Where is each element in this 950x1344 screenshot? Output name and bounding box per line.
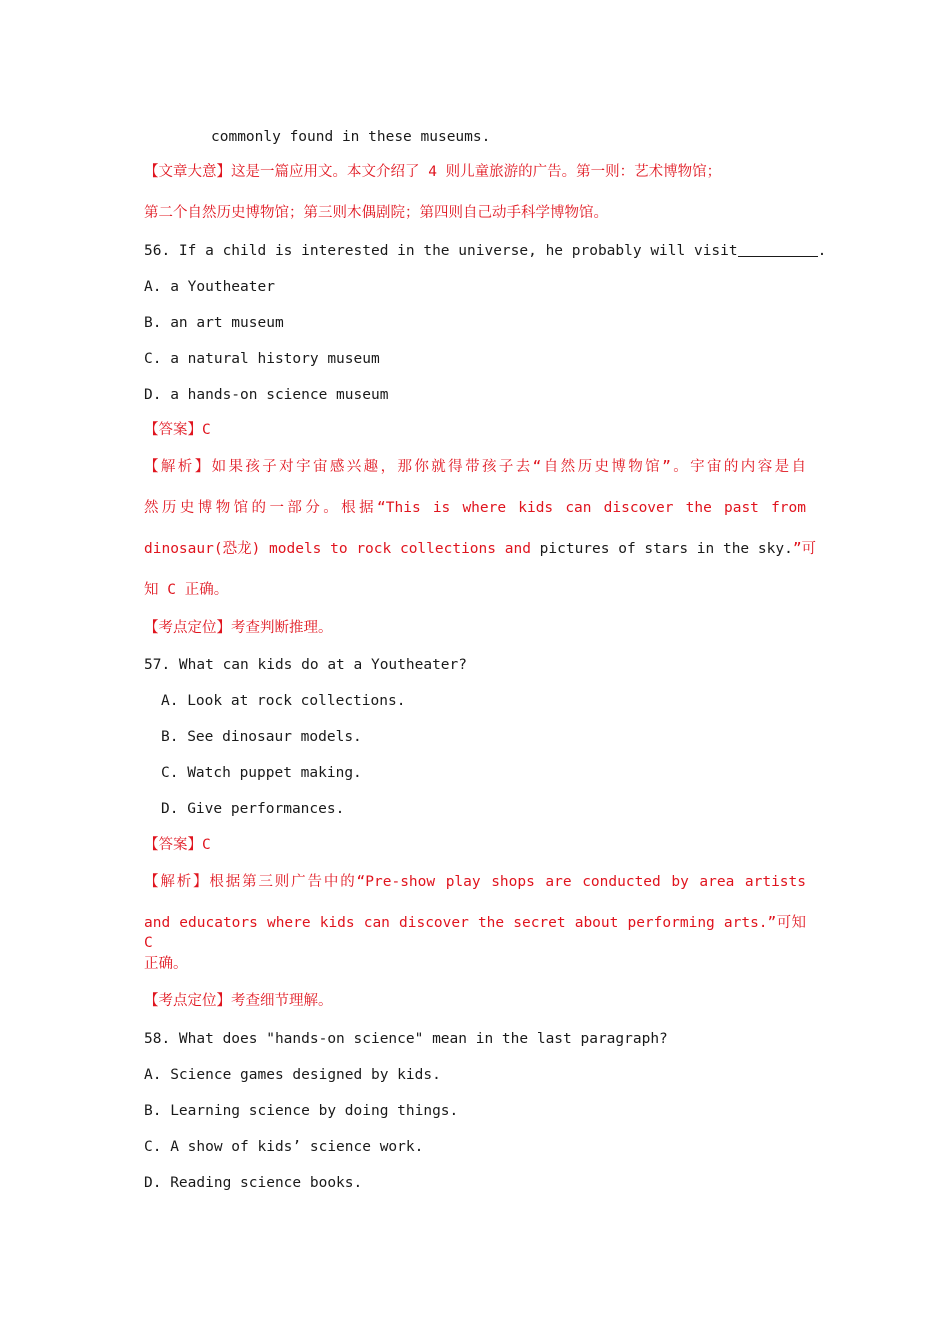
- question-57-option-d: D. Give performances.: [161, 801, 345, 817]
- question-58-stem: 58. What does "hands-on science" mean in the last paragraph?: [144, 1031, 668, 1047]
- question-56-option-a: A. a Youtheater: [144, 279, 275, 295]
- question-57-analysis-line-3: 正确。: [144, 956, 188, 972]
- question-56-end: .: [817, 243, 827, 259]
- question-58-option-b: B. Learning science by doing things.: [144, 1103, 459, 1119]
- question-58-option-c: C. A show of kids’ science work.: [144, 1139, 424, 1155]
- question-56-option-d: D. a hands-on science museum: [144, 387, 389, 403]
- passage-tail: commonly found in these museums.: [211, 129, 491, 145]
- question-56-analysis-line-4: 知 C 正确。: [144, 582, 229, 598]
- question-57-point: 【考点定位】考查细节理解。: [144, 993, 333, 1009]
- question-56-option-b: B. an art museum: [144, 315, 284, 331]
- question-57-analysis-line-1: 【解析】根据第三则广告中的“Pre-show play shops are conducted by area artists: [144, 874, 806, 890]
- question-56-analysis-line-1: 【解析】如果孩子对宇宙感兴趣，那你就得带孩子去“自然历史博物馆”。宇宙的内容是自: [144, 459, 806, 475]
- summary-line-2: 第二个自然历史博物馆；第三则木偶剧院；第四则自己动手科学博物馆。: [144, 205, 608, 221]
- question-56-analysis-line-2: 然历史博物馆的一部分。根据“This is where kids can discover the past from: [144, 500, 806, 516]
- question-56-analysis-line-3: [144, 539, 816, 559]
- question-57-option-c: C. Watch puppet making.: [161, 765, 362, 781]
- question-57-answer: 【答案】C: [144, 837, 211, 853]
- question-57-stem: 57. What can kids do at a Youtheater?: [144, 657, 468, 673]
- question-57-analysis-line-2: and educators where kids can discover the secret about performing arts.”可知 C: [144, 915, 806, 951]
- summary-line-1: 【文章大意】这是一篇应用文。本文介绍了 4 则儿童旅游的广告。第一则：艺术博物馆；: [144, 164, 722, 180]
- question-58-option-a: A. Science games designed by kids.: [144, 1067, 441, 1083]
- question-57-option-b: B. See dinosaur models.: [161, 729, 362, 745]
- analysis-quote-end: ”可: [792, 541, 817, 557]
- analysis-quote-black: pictures of stars in the sky.: [530, 541, 793, 557]
- question-56-point: 【考点定位】考查判断推理。: [144, 620, 333, 636]
- question-56-option-c: C. a natural history museum: [144, 351, 380, 367]
- answer-blank: [738, 242, 818, 257]
- question-57-option-a: A. Look at rock collections.: [161, 693, 406, 709]
- question-56-stem: [144, 241, 826, 261]
- question-56-text: 56. If a child is interested in the universe, he probably will visit: [144, 243, 738, 259]
- analysis-quote-red: dinosaur(恐龙) models to rock collections and: [144, 541, 531, 557]
- question-56-answer: 【答案】C: [144, 422, 211, 438]
- question-58-option-d: D. Reading science books.: [144, 1175, 363, 1191]
